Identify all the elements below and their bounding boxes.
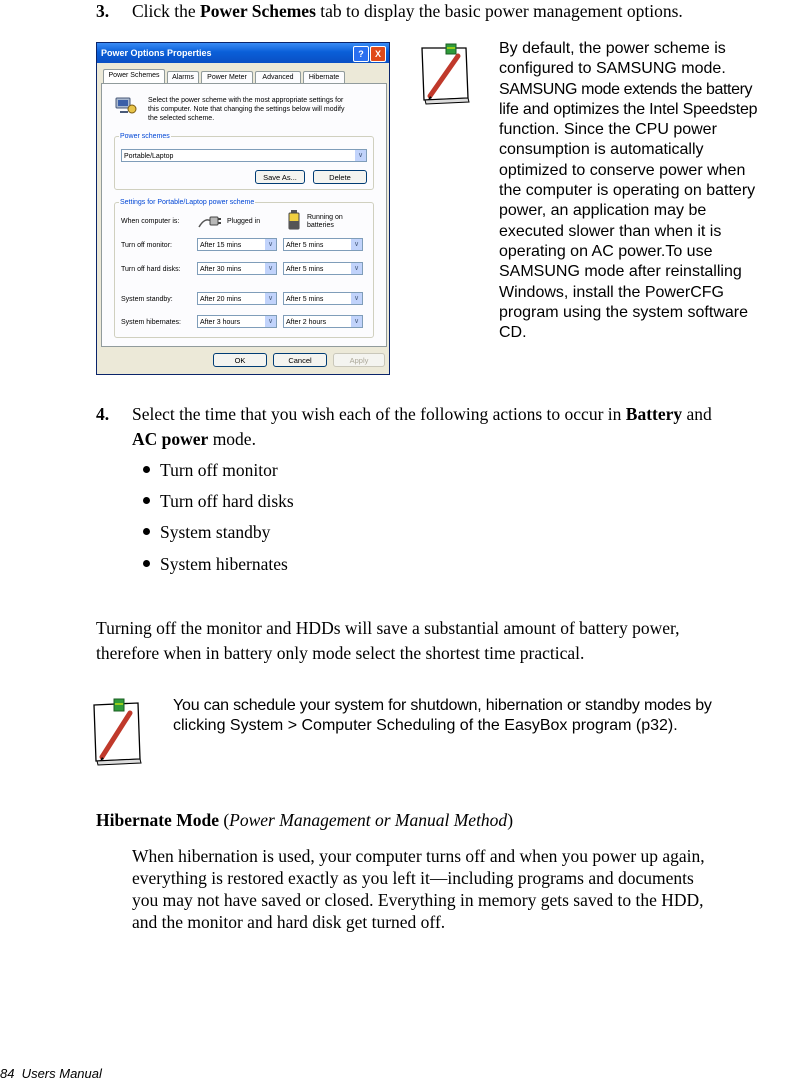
battery-mode-ref: Battery bbox=[625, 404, 683, 424]
cancel-button[interactable]: Cancel bbox=[273, 353, 327, 367]
bullet-icon bbox=[143, 528, 150, 535]
paragraph-line: Turning off the monitor and HDDs will save a substantial amount of battery power, bbox=[96, 618, 680, 638]
chevron-down-icon: ∨ bbox=[265, 263, 276, 274]
tab-advanced[interactable]: Advanced bbox=[255, 71, 301, 84]
note-1-line: configured to SAMSUNG mode. bbox=[499, 60, 726, 78]
chevron-down-icon: ∨ bbox=[265, 316, 276, 327]
power-schemes-panel bbox=[101, 83, 387, 347]
chevron-down-icon: ∨ bbox=[351, 239, 362, 250]
hibernate-battery-select[interactable]: After 2 hours ∨ bbox=[283, 315, 363, 328]
when-computer-is-label: When computer is: bbox=[121, 218, 180, 225]
step-3-text: Click the Power Schemes tab to display the basic power management options. bbox=[132, 1, 683, 21]
note-1-line: power, an application may be bbox=[499, 202, 707, 220]
step-4-line-2: AC power mode. bbox=[132, 429, 256, 449]
tab-alarms[interactable]: Alarms bbox=[167, 71, 199, 84]
note-1-line: SAMSUNG mode after reinstalling bbox=[499, 263, 742, 281]
dialog-title-bar bbox=[97, 43, 389, 63]
note-1-line: program using the system software bbox=[499, 303, 748, 321]
row-label-standby: System standby: bbox=[121, 296, 173, 303]
power-options-icon bbox=[114, 94, 138, 116]
disks-battery-select[interactable]: After 5 mins ∨ bbox=[283, 262, 363, 275]
step-4-line-1: Select the time that you wish each of the following actions to occur in Battery and bbox=[132, 404, 712, 424]
intro-line-3: the selected scheme. bbox=[148, 115, 215, 122]
bullet-item: Turn off monitor bbox=[160, 460, 278, 480]
note-1-line: function. Since the CPU power bbox=[499, 121, 717, 139]
dialog-title: Power Options Properties bbox=[101, 48, 212, 58]
note-1-line: the computer is operating on battery bbox=[499, 182, 756, 200]
delete-button[interactable]: Delete bbox=[313, 170, 367, 184]
battery-icon bbox=[287, 209, 301, 231]
hibernate-line: and the monitor and hard disk get turned off. bbox=[132, 912, 446, 932]
chevron-down-icon: ∨ bbox=[351, 316, 362, 327]
standby-battery-select[interactable]: After 5 mins ∨ bbox=[283, 292, 363, 305]
step-4-number: 4. bbox=[96, 404, 110, 424]
note-1-line: life and optimizes the Intel Speedstep bbox=[499, 100, 758, 118]
hibernate-line: When hibernation is used, your computer turns off and when you power up again, bbox=[132, 846, 705, 866]
paragraph-line: therefore when in battery only mode select the shortest time practical. bbox=[96, 643, 585, 663]
note-pencil-icon bbox=[416, 42, 474, 106]
note-1-line: consumption is automatically bbox=[499, 141, 704, 159]
hibernate-line: you may not have saved or closed. Everything in memory gets saved to the HDD, bbox=[132, 890, 704, 910]
monitor-battery-select[interactable]: After 5 mins ∨ bbox=[283, 238, 363, 251]
power-schemes-group bbox=[114, 133, 374, 190]
power-schemes-group-label: Power schemes bbox=[120, 133, 170, 140]
tab-power-meter[interactable]: Power Meter bbox=[201, 71, 253, 84]
note-1-line: executed slower than when it is bbox=[499, 222, 722, 240]
row-label-monitor: Turn off monitor: bbox=[121, 242, 172, 249]
settings-group bbox=[114, 199, 374, 338]
ac-power-mode-ref: AC power bbox=[132, 429, 209, 449]
ok-button[interactable]: OK bbox=[213, 353, 267, 367]
note-1 bbox=[499, 39, 806, 343]
intro-line-2: this computer. Note that changing the settings below will modify bbox=[148, 106, 345, 113]
running-on-label-1: Running on bbox=[307, 214, 343, 221]
page-footer: 84 Users Manual bbox=[0, 1066, 102, 1081]
chevron-down-icon: ∨ bbox=[351, 263, 362, 274]
row-label-hard-disks: Turn off hard disks: bbox=[121, 266, 181, 273]
chevron-down-icon: ∨ bbox=[265, 293, 276, 304]
bullet-icon bbox=[143, 560, 150, 567]
apply-button[interactable]: Apply bbox=[333, 353, 385, 367]
scheme-select[interactable]: Portable/Laptop ∨ bbox=[121, 149, 367, 162]
close-button[interactable]: X bbox=[370, 46, 386, 62]
hibernate-heading: Hibernate Mode (Power Management or Manual Method) bbox=[96, 810, 514, 830]
chevron-down-icon: ∨ bbox=[351, 293, 362, 304]
plugged-in-label: Plugged in bbox=[227, 218, 261, 225]
note-1-line: optimized to conserve power when bbox=[499, 161, 746, 179]
disks-plugged-select[interactable]: After 30 mins ∨ bbox=[197, 262, 277, 275]
tab-power-schemes[interactable]: Power Schemes bbox=[103, 69, 165, 85]
save-as-button[interactable]: Save As... bbox=[255, 170, 305, 184]
hibernate-line: everything is restored exactly as you left it—including programs and documents bbox=[132, 868, 694, 888]
standby-plugged-select[interactable]: After 20 mins ∨ bbox=[197, 292, 277, 305]
power-schemes-tab-ref: Power Schemes bbox=[200, 1, 316, 21]
note-2 bbox=[173, 696, 712, 737]
power-options-dialog bbox=[96, 42, 390, 375]
hibernate-body bbox=[132, 845, 705, 933]
help-button[interactable]: ? bbox=[353, 46, 369, 62]
note-pencil-icon bbox=[90, 697, 148, 767]
chevron-down-icon: ∨ bbox=[265, 239, 276, 250]
bullet-item: System hibernates bbox=[160, 554, 288, 574]
note-1-line: By default, the power scheme is bbox=[499, 40, 726, 57]
settings-group-label: Settings for Portable/Laptop power scheme bbox=[120, 199, 255, 206]
intro-line-1: Select the power scheme with the most appropriate settings for bbox=[148, 97, 344, 104]
step-3 bbox=[96, 0, 109, 22]
note-2-line: clicking System > Computer Scheduling of the EasyBox program (p32). bbox=[173, 717, 678, 735]
bullet-item: Turn off hard disks bbox=[160, 491, 294, 511]
note-1-line: CD. bbox=[499, 324, 527, 342]
plug-icon bbox=[197, 209, 223, 231]
tab-hibernate[interactable]: Hibernate bbox=[303, 71, 345, 84]
chevron-down-icon: ∨ bbox=[355, 150, 366, 161]
row-label-hibernates: System hibernates: bbox=[121, 319, 181, 326]
hibernate-plugged-select[interactable]: After 3 hours ∨ bbox=[197, 315, 277, 328]
bullet-icon bbox=[143, 497, 150, 504]
note-1-line: operating on AC power.To use bbox=[499, 242, 713, 260]
bullet-item: System standby bbox=[160, 522, 271, 542]
note-2-line: You can schedule your system for shutdown, hibernation or standby modes by bbox=[173, 697, 712, 714]
note-1-line: SAMSUNG mode extends the battery bbox=[499, 80, 753, 98]
step-3-number: 3. bbox=[96, 1, 110, 21]
running-on-label-2: batteries bbox=[307, 222, 334, 229]
note-1-line: Windows, install the PowerCFG bbox=[499, 283, 724, 301]
monitor-plugged-select[interactable]: After 15 mins ∨ bbox=[197, 238, 277, 251]
bullet-icon bbox=[143, 466, 150, 473]
